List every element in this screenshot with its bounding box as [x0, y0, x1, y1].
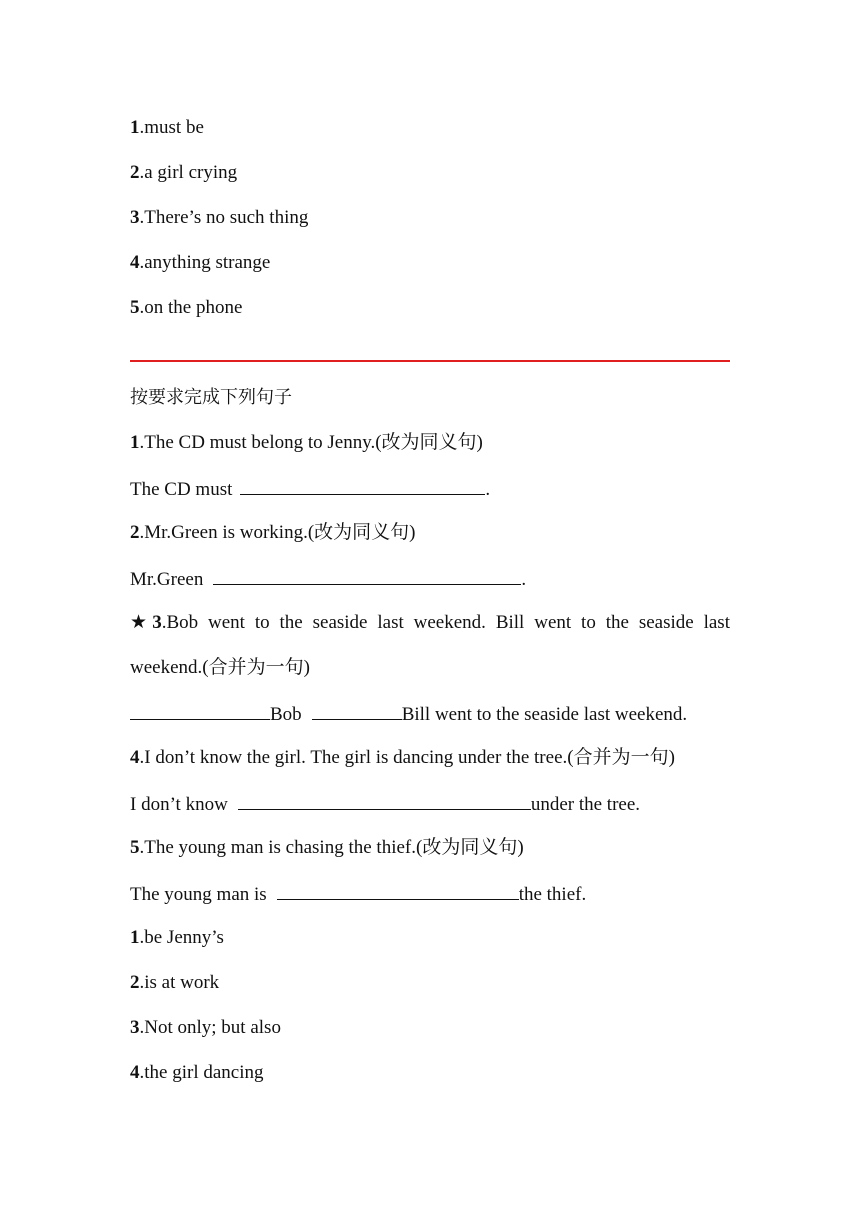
- answer-text: .be Jenny’s: [139, 927, 224, 948]
- question-2: [130, 521, 416, 545]
- question-text: .Bob went to the seaside last weekend. Bill went to the seaside last weekend.(合并为一句): [130, 612, 730, 678]
- item-number: 2: [130, 522, 140, 543]
- answer-line: [130, 296, 242, 320]
- item-number: 3: [152, 612, 162, 633]
- question-4-answer: [130, 791, 640, 817]
- answer-text: .a girl crying: [139, 162, 238, 183]
- question-5-answer: [130, 881, 586, 907]
- end-text: .: [521, 569, 527, 590]
- answer-text: .anything strange: [139, 252, 271, 273]
- answer-blank[interactable]: [312, 701, 402, 720]
- question-5: [130, 836, 524, 860]
- question-3-answer: [130, 701, 687, 727]
- item-number: 3: [130, 207, 140, 228]
- answer-text: .There’s no such thing: [139, 207, 309, 228]
- answer-line: [130, 251, 270, 275]
- item-number: 1: [130, 927, 140, 948]
- question-3: [130, 600, 730, 690]
- prompt-text: The young man is: [130, 884, 267, 905]
- end-text: Bill went to the seaside last weekend.: [401, 704, 688, 725]
- answer-blank[interactable]: [277, 881, 519, 900]
- answer-text: .Not only; but also: [139, 1017, 281, 1038]
- mid-text: Bob: [270, 704, 302, 725]
- question-text: .I don’t know the girl. The girl is dancing under the tree.(合并为一句): [139, 747, 675, 768]
- answer-text: .is at work: [139, 972, 220, 993]
- item-number: 1: [130, 117, 140, 138]
- item-number: 3: [130, 1017, 140, 1038]
- item-number: 5: [130, 297, 140, 318]
- answer-line: [130, 926, 224, 950]
- answer-line: [130, 116, 204, 140]
- answer-text: .must be: [139, 117, 204, 138]
- answer-line: [130, 1016, 281, 1040]
- answer-blank[interactable]: [213, 566, 521, 585]
- item-number: 4: [130, 252, 140, 273]
- question-4: [130, 746, 675, 770]
- question-2-answer: [130, 566, 526, 592]
- item-number: 2: [130, 972, 140, 993]
- section-title: 按要求完成下列句子: [130, 387, 292, 408]
- item-number: 2: [130, 162, 140, 183]
- prompt-text: The CD must: [130, 479, 233, 500]
- answer-line: [130, 206, 308, 230]
- question-text: .The CD must belong to Jenny.(改为同义句): [139, 432, 483, 453]
- answer-blank[interactable]: [130, 701, 270, 720]
- answer-text: .on the phone: [139, 297, 243, 318]
- item-number: 1: [130, 432, 140, 453]
- question-1-answer: [130, 476, 490, 502]
- question-text: .Mr.Green is working.(改为同义句): [139, 522, 416, 543]
- answer-blank[interactable]: [240, 476, 485, 495]
- answer-text: .the girl dancing: [139, 1062, 264, 1083]
- answer-line: [130, 161, 237, 185]
- item-number: 5: [130, 837, 140, 858]
- end-text: under the tree.: [530, 794, 641, 815]
- prompt-text: Mr.Green: [130, 569, 204, 590]
- end-text: the thief.: [518, 884, 587, 905]
- question-text: .The young man is chasing the thief.(改为同义句): [139, 837, 524, 858]
- item-number: 4: [130, 747, 140, 768]
- answer-blank[interactable]: [238, 791, 531, 810]
- item-number: 4: [130, 1062, 140, 1083]
- prompt-text: I don’t know: [130, 794, 228, 815]
- answer-line: [130, 971, 219, 995]
- answer-line: [130, 1061, 264, 1085]
- question-1: [130, 431, 483, 455]
- section-divider: [130, 360, 730, 362]
- star-icon: ★: [130, 612, 153, 633]
- end-text: .: [485, 479, 491, 500]
